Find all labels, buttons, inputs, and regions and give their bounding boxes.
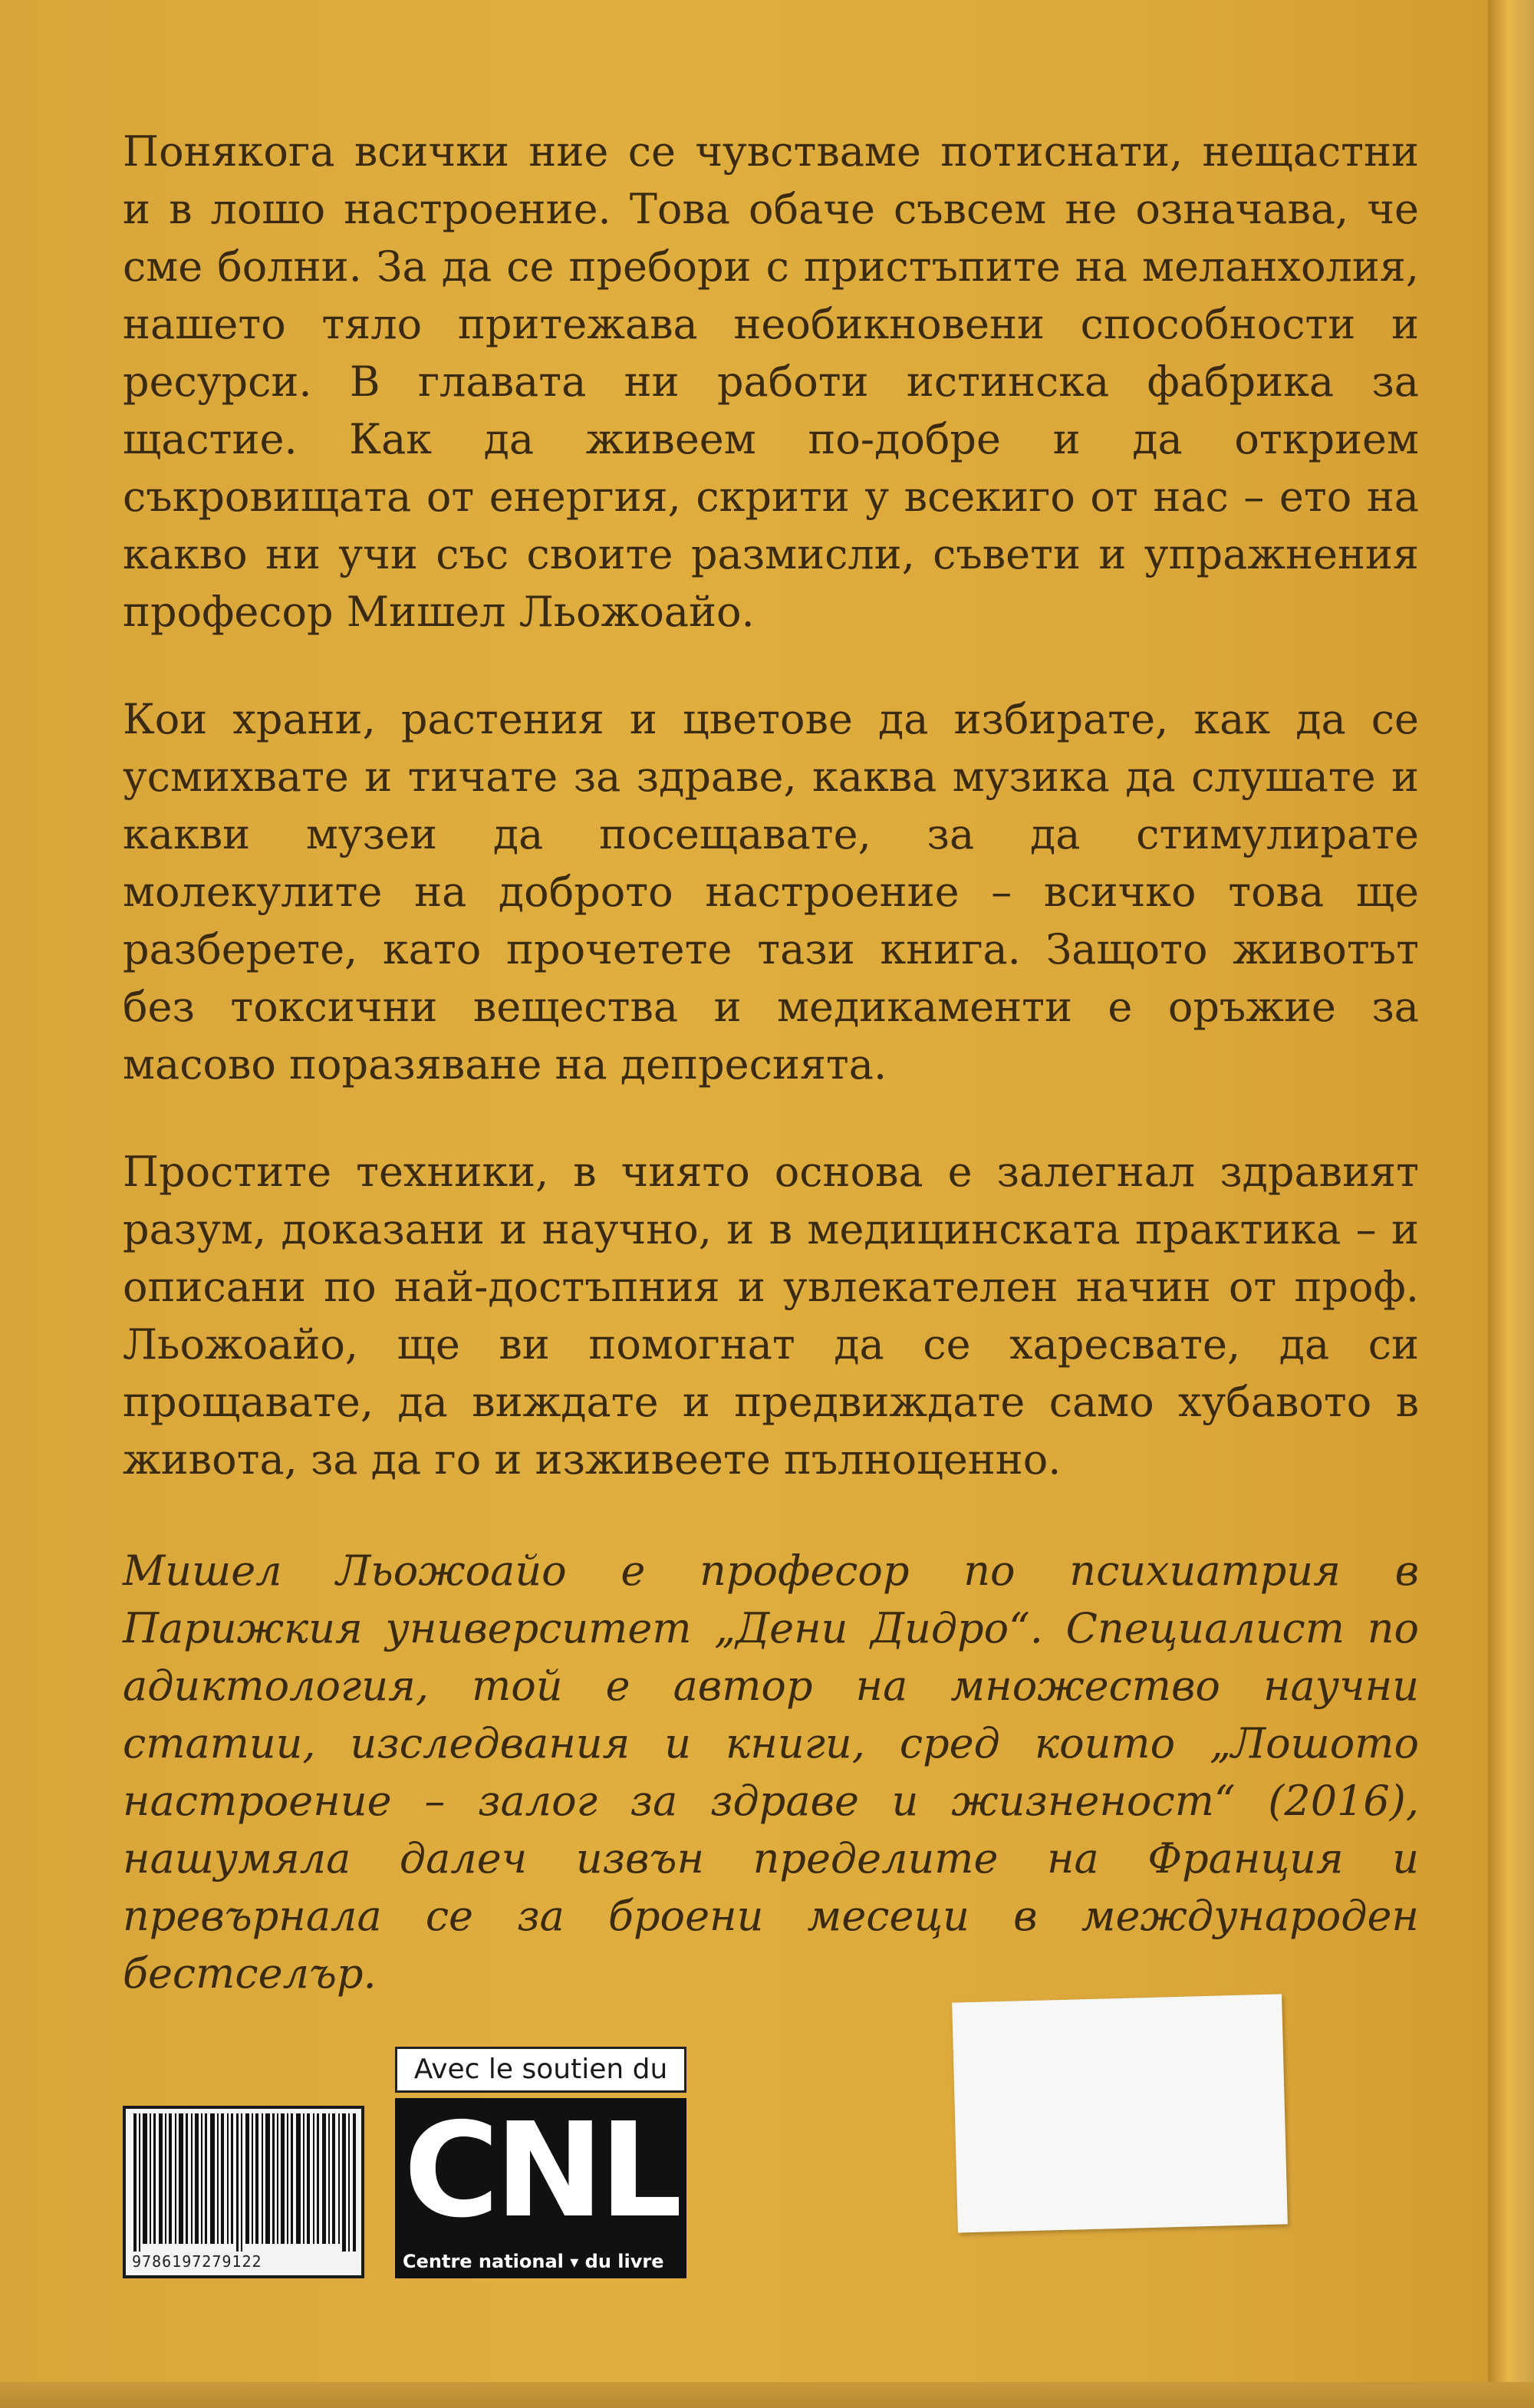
cnl-logo-letters: CNL (403, 2095, 678, 2247)
author-bio-text: Мишел Льожоайо е професор по психиатрия в Парижкия университет „Дени Дидро“. Специалист по адиктология, той е автор на множество научни статии, изследвания и книги, сред които „Лошото настроение – залог за здраве и жизненост“ (2016), нашумяла далеч извън пределите на Франция и превърнала се за броени месеци в международен бестселър. (123, 1547, 1419, 1998)
blurb-paragraph-3 (123, 1143, 1419, 1488)
cnl-logo (395, 2095, 686, 2278)
blurb-text-2: Кои храни, растения и цветове да избирате, как да се усмихвате и тичате за здраве, каква музика да слушате и какви музеи да посещавате, за да стимулирате молекулите на доброто настроение – всичко това ще разберете, като прочетете тази книга. Защото животът без токсични вещества и медикаменти е оръжие за масово поразяване на депресията. (123, 695, 1419, 1089)
author-bio (123, 1542, 1419, 2002)
cnl-subtitle-right: du livre (584, 2251, 664, 2272)
cnl-logo-subtitle (403, 2251, 679, 2272)
book-spine-edge (1488, 0, 1534, 2408)
blurb-text-3: Простите техники, в чиято основа е залегнал здравият разум, доказани и научно, и в медицинската практика – и описани по най-достъпния и увлекателен начин от проф. Льожоайо, ще ви помогнат да се харесвате, да си прощавате, да виждате и предвиждате само хубавото в живота, за да го и изживеете пълноценно. (123, 1148, 1419, 1484)
cnl-subtitle-left: Centre national (403, 2251, 564, 2272)
blurb-text-1: Понякога всички ние се чувстваме потиснати, нещастни и в лошо настроение. Това обаче съвсем не означава, че сме болни. За да се пребори с пристъпите на меланхолия, нашето тяло притежава необикновени способности и ресурси. В главата ни работи истинска фабрика за щастие. Как да живеем по-добре и да открием съкровищата от енергия, скрити у всекиго от нас – ето на какво ни учи със своите размисли, съвети и упражнения професор Мишел Льожоайо. (123, 127, 1419, 636)
barcode-bars-icon (130, 2113, 360, 2252)
isbn-digits: 9786197279122 (132, 2252, 262, 2271)
cnl-support-label: Avec le soutien du (395, 2047, 686, 2093)
isbn-barcode (123, 2106, 364, 2278)
blurb-paragraph-2 (123, 690, 1419, 1093)
blurb-paragraph-1 (123, 123, 1419, 641)
cnl-mark-icon: ▾ (570, 2253, 579, 2272)
book-bottom-edge (0, 2382, 1534, 2408)
price-sticker (952, 1994, 1288, 2232)
